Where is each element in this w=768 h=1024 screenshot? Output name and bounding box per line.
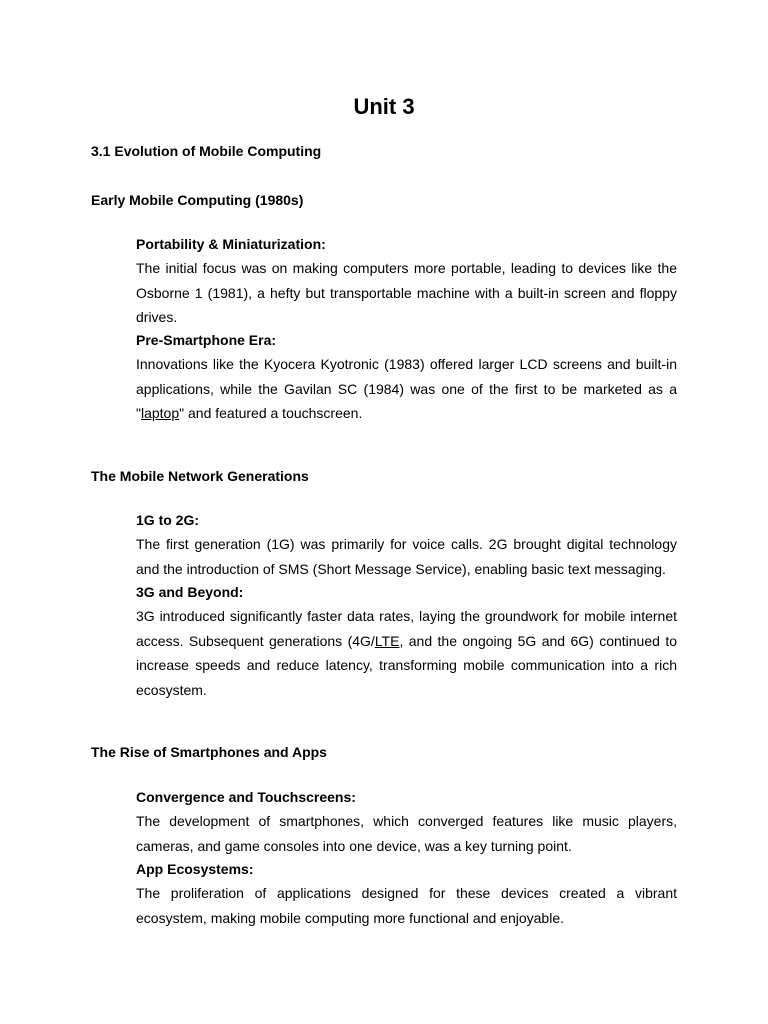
subsection-heading-network-generations: The Mobile Network Generations (91, 468, 309, 484)
lte-link[interactable]: LTE (374, 632, 400, 649)
item-body-text: " and featured a touchscreen. (179, 405, 363, 421)
subsection-heading-early-mobile: Early Mobile Computing (1980s) (91, 192, 304, 208)
item-title: 3G and Beyond: (136, 584, 244, 600)
item-body: The development of smartphones, which converged features like music players, cameras, and game consoles into one device, was a key turning point. (136, 813, 677, 854)
item-pre-smartphone (136, 331, 677, 426)
item-title: Convergence and Touchscreens: (136, 789, 356, 805)
item-title: Pre-Smartphone Era: (136, 332, 277, 348)
item-3g-beyond (136, 583, 677, 702)
item-body: The first generation (1G) was primarily for voice calls. 2G brought digital technology and the introduction of SMS (Short Message Service), enabling basic text messaging. (136, 536, 677, 577)
item-portability (136, 235, 677, 330)
item-title: Portability & Miniaturization: (136, 236, 326, 252)
item-convergence (136, 788, 677, 858)
item-app-ecosystems (136, 860, 677, 930)
subsection-heading-smartphones: The Rise of Smartphones and Apps (91, 744, 327, 760)
item-body: The initial focus was on making computers more portable, leading to devices like the Osborne 1 (1981), a hefty but transportable machine with a built-in screen and floppy drives. (136, 260, 677, 325)
item-body: The proliferation of applications designed for these devices created a vibrant ecosystem, making mobile computing more functional and enjoyable. (136, 885, 677, 926)
item-body (136, 604, 677, 702)
page-title: Unit 3 (353, 94, 415, 119)
section-heading: 3.1 Evolution of Mobile Computing (91, 143, 322, 159)
item-body-text: 3G introduced significantly faster data rates, laying the groundwork for mobile internet access. Subsequent generations (4G/ (136, 608, 677, 649)
item-title: 1G to 2G: (136, 512, 200, 528)
item-1g-2g (136, 511, 677, 581)
item-body-text: Innovations like the Kyocera Kyotronic (1983) offered larger LCD screens and built-in applications, while the Gavilan SC (1984) was one of the first to be marketed as a " (136, 356, 677, 421)
item-body-text: , and the ongoing 5G and 6G) continued to increase speeds and reduce latency, transforming mobile communication into a rich ecosystem. (136, 632, 677, 698)
item-body (136, 352, 677, 426)
laptop-link[interactable]: laptop (140, 405, 180, 421)
item-title: App Ecosystems: (136, 861, 254, 877)
